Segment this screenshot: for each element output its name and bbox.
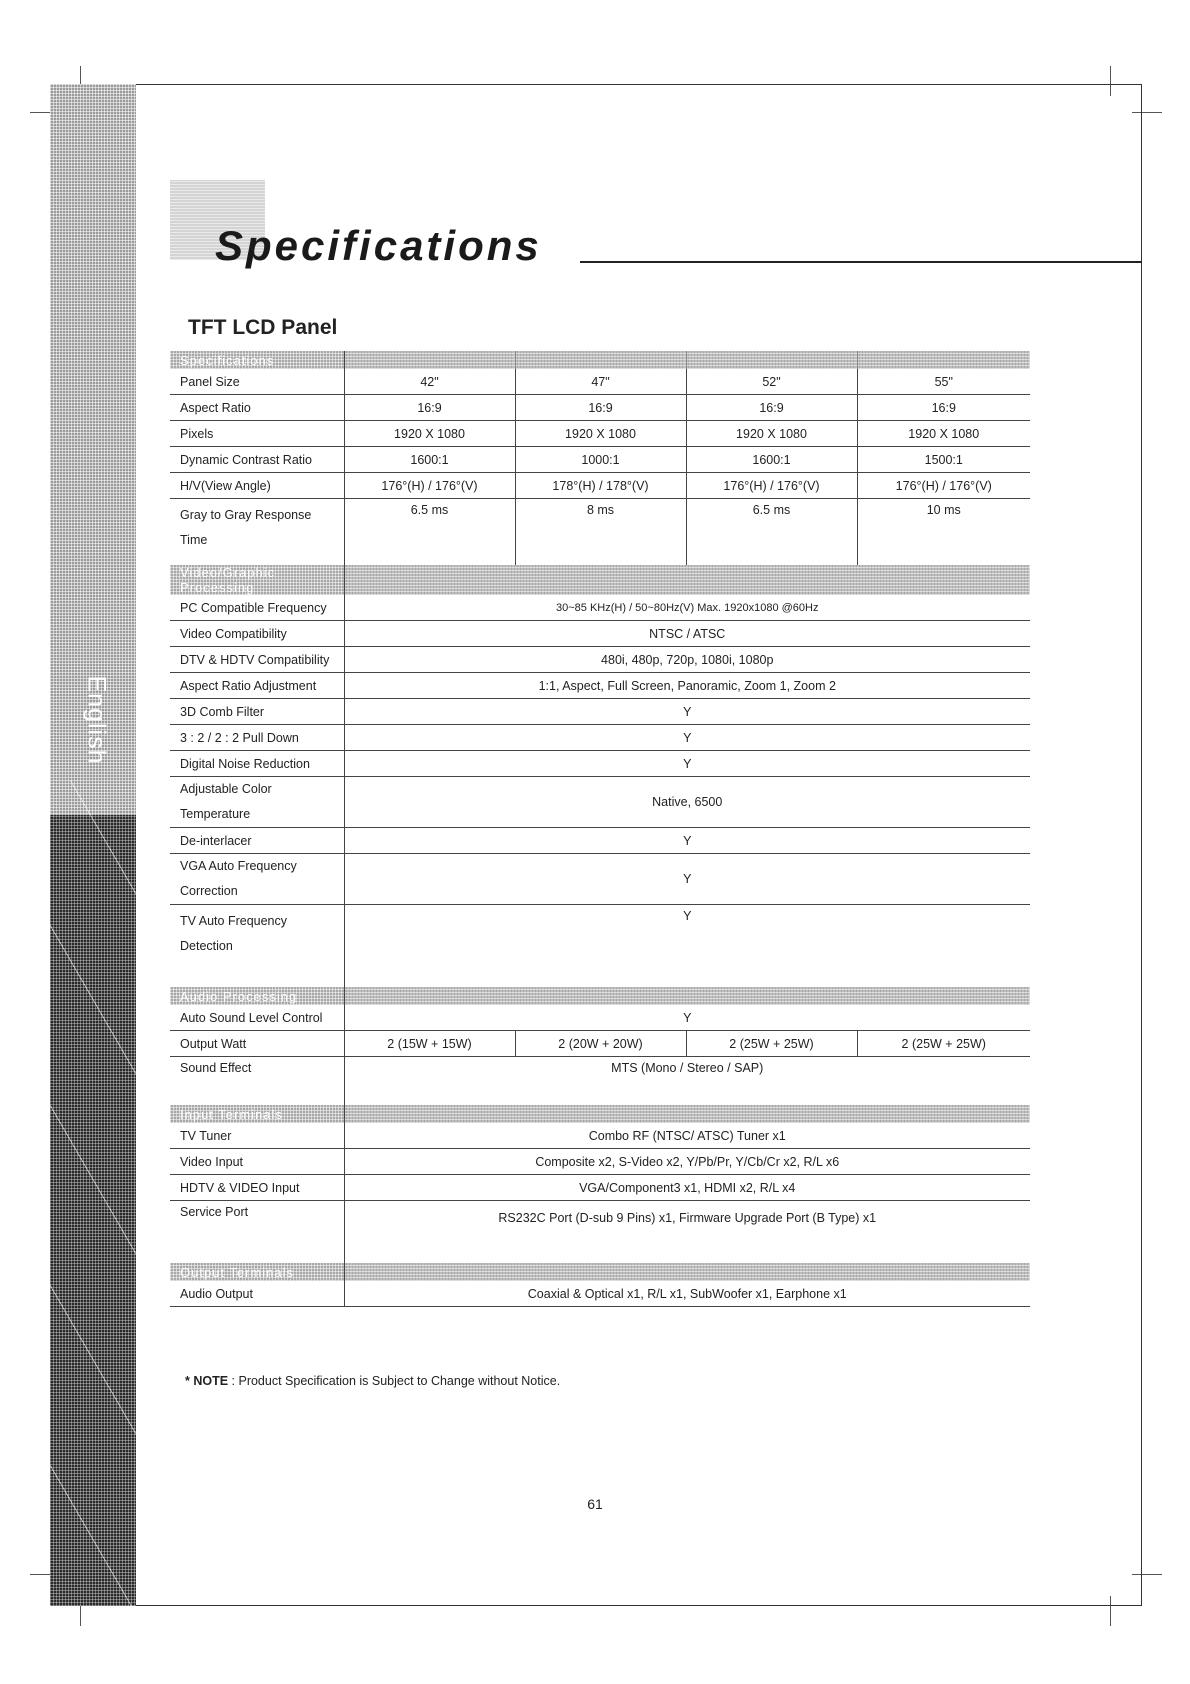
spec-table xyxy=(170,351,1030,1307)
section-label: Audio Processing xyxy=(170,987,344,1005)
cell: 176°(H) / 176°(V) xyxy=(344,473,515,499)
row-label: Video Input xyxy=(170,1149,344,1175)
cell: 1920 X 1080 xyxy=(686,421,857,447)
note-text: : Product Specification is Subject to Change without Notice. xyxy=(228,1374,561,1388)
cell: 1600:1 xyxy=(344,447,515,473)
title-rule xyxy=(580,261,1142,263)
cell: 10 ms xyxy=(926,503,961,517)
cell: 16:9 xyxy=(686,395,857,421)
cell: Coaxial & Optical x1, R/L x1, SubWoofer x1, Earphone x1 xyxy=(344,1281,1030,1307)
row-label: Pixels xyxy=(170,421,344,447)
section-subtitle: TFT LCD Panel xyxy=(188,316,338,339)
table-row xyxy=(170,621,1030,647)
section-header-output xyxy=(170,1263,1030,1281)
row-label: VGA Auto Frequency Correction xyxy=(170,854,344,905)
row-label: Dynamic Contrast Ratio xyxy=(170,447,344,473)
table-row xyxy=(170,673,1030,699)
cell: 16:9 xyxy=(344,395,515,421)
cell: 176°(H) / 176°(V) xyxy=(686,473,857,499)
cell: 16:9 xyxy=(515,395,686,421)
cell: MTS (Mono / Stereo / SAP) xyxy=(611,1061,764,1075)
cell: Composite x2, S-Video x2, Y/Pb/Pr, Y/Cb/Cr x2, R/L x6 xyxy=(344,1149,1030,1175)
row-label: De-interlacer xyxy=(170,828,344,854)
cell: 2 (20W + 20W) xyxy=(515,1031,686,1057)
table-row xyxy=(170,699,1030,725)
row-label: Service Port xyxy=(170,1201,344,1264)
cell: 16:9 xyxy=(857,395,1030,421)
row-label: Sound Effect xyxy=(170,1057,344,1106)
cell: Y xyxy=(344,854,1030,905)
cell: VGA/Component3 x1, HDMI x2, R/L x4 xyxy=(344,1175,1030,1201)
row-label: Video Compatibility xyxy=(170,621,344,647)
side-band-pattern xyxy=(50,780,136,1606)
section-header-audio xyxy=(170,987,1030,1005)
row-label: PC Compatible Frequency xyxy=(170,595,344,621)
cell: Y xyxy=(344,725,1030,751)
table-row xyxy=(170,595,1030,621)
cell: Y xyxy=(344,699,1030,725)
section-header-specifications xyxy=(170,351,1030,369)
table-row xyxy=(170,751,1030,777)
row-label: 3 : 2 / 2 : 2 Pull Down xyxy=(170,725,344,751)
footnote xyxy=(185,1374,560,1388)
cell: 480i, 480p, 720p, 1080i, 1080p xyxy=(344,647,1030,673)
cell: Y xyxy=(344,828,1030,854)
cell: Combo RF (NTSC/ ATSC) Tuner x1 xyxy=(344,1123,1030,1149)
table-row xyxy=(170,1281,1030,1307)
row-label: TV Tuner xyxy=(170,1123,344,1149)
table-row xyxy=(170,1057,1030,1106)
table-row xyxy=(170,1175,1030,1201)
row-label: Panel Size xyxy=(170,369,344,395)
section-header-video xyxy=(170,565,1030,595)
cell: 1920 X 1080 xyxy=(515,421,686,447)
row-label: DTV & HDTV Compatibility xyxy=(170,647,344,673)
cell: 1500:1 xyxy=(857,447,1030,473)
cell: 55" xyxy=(857,369,1030,395)
row-label: HDTV & VIDEO Input xyxy=(170,1175,344,1201)
table-row xyxy=(170,777,1030,828)
row-label: TV Auto Frequency Detection xyxy=(170,905,344,988)
table-row xyxy=(170,905,1030,988)
table-row xyxy=(170,421,1030,447)
row-label: Output Watt xyxy=(170,1031,344,1057)
cell: 6.5 ms xyxy=(686,499,857,566)
language-tab xyxy=(76,660,116,780)
table-row xyxy=(170,854,1030,905)
cell: 1920 X 1080 xyxy=(344,421,515,447)
cell: 52" xyxy=(686,369,857,395)
cell: 2 (15W + 15W) xyxy=(344,1031,515,1057)
table-row xyxy=(170,647,1030,673)
table-row xyxy=(170,1149,1030,1175)
cell: Native, 6500 xyxy=(344,777,1030,828)
cell: Y xyxy=(344,1005,1030,1031)
section-label: Specifications xyxy=(170,351,344,369)
language-tab-label: English xyxy=(82,675,111,765)
cell: 1:1, Aspect, Full Screen, Panoramic, Zoom 1, Zoom 2 xyxy=(344,673,1030,699)
cell: Y xyxy=(344,751,1030,777)
cell: 47" xyxy=(515,369,686,395)
table-row xyxy=(170,1123,1030,1149)
cell: Y xyxy=(683,909,692,923)
table-row xyxy=(170,1031,1030,1057)
cell: 8 ms xyxy=(515,499,686,566)
row-label: Aspect Ratio xyxy=(170,395,344,421)
cell: 1920 X 1080 xyxy=(857,421,1030,447)
cell: 1600:1 xyxy=(686,447,857,473)
cell: NTSC / ATSC xyxy=(344,621,1030,647)
page-number: 61 xyxy=(587,1496,603,1512)
cell: RS232C Port (D-sub 9 Pins) x1, Firmware Upgrade Port (B Type) x1 xyxy=(498,1211,877,1225)
cell: 6.5 ms xyxy=(344,499,515,566)
cell: 176°(H) / 176°(V) xyxy=(857,473,1030,499)
table-row xyxy=(170,395,1030,421)
table-row xyxy=(170,473,1030,499)
cell: 1000:1 xyxy=(515,447,686,473)
cell: 2 (25W + 25W) xyxy=(686,1031,857,1057)
table-row xyxy=(170,1005,1030,1031)
table-row xyxy=(170,1201,1030,1264)
table-row xyxy=(170,725,1030,751)
row-label: Aspect Ratio Adjustment xyxy=(170,673,344,699)
cell: 178°(H) / 178°(V) xyxy=(515,473,686,499)
table-row xyxy=(170,369,1030,395)
table-row xyxy=(170,499,1030,566)
row-label: Adjustable Color Temperature xyxy=(170,777,344,828)
page-title: Specifications xyxy=(215,222,542,269)
row-label: Auto Sound Level Control xyxy=(170,1005,344,1031)
row-label: H/V(View Angle) xyxy=(170,473,344,499)
cell: 30~85 KHz(H) / 50~80Hz(V) Max. 1920x1080 @60Hz xyxy=(344,595,1030,621)
note-label: * NOTE xyxy=(185,1374,229,1388)
section-header-input xyxy=(170,1105,1030,1123)
row-label: 3D Comb Filter xyxy=(170,699,344,725)
row-label: Digital Noise Reduction xyxy=(170,751,344,777)
cell: 42" xyxy=(344,369,515,395)
section-label: Output Terminals xyxy=(170,1263,344,1281)
table-row xyxy=(170,828,1030,854)
section-label: Input Terminals xyxy=(170,1105,344,1123)
row-label: Gray to Gray Response Time xyxy=(170,499,344,566)
table-row xyxy=(170,447,1030,473)
section-label: Video/Graphic Processing xyxy=(170,565,344,595)
cell: 2 (25W + 25W) xyxy=(857,1031,1030,1057)
row-label: Audio Output xyxy=(170,1281,344,1307)
